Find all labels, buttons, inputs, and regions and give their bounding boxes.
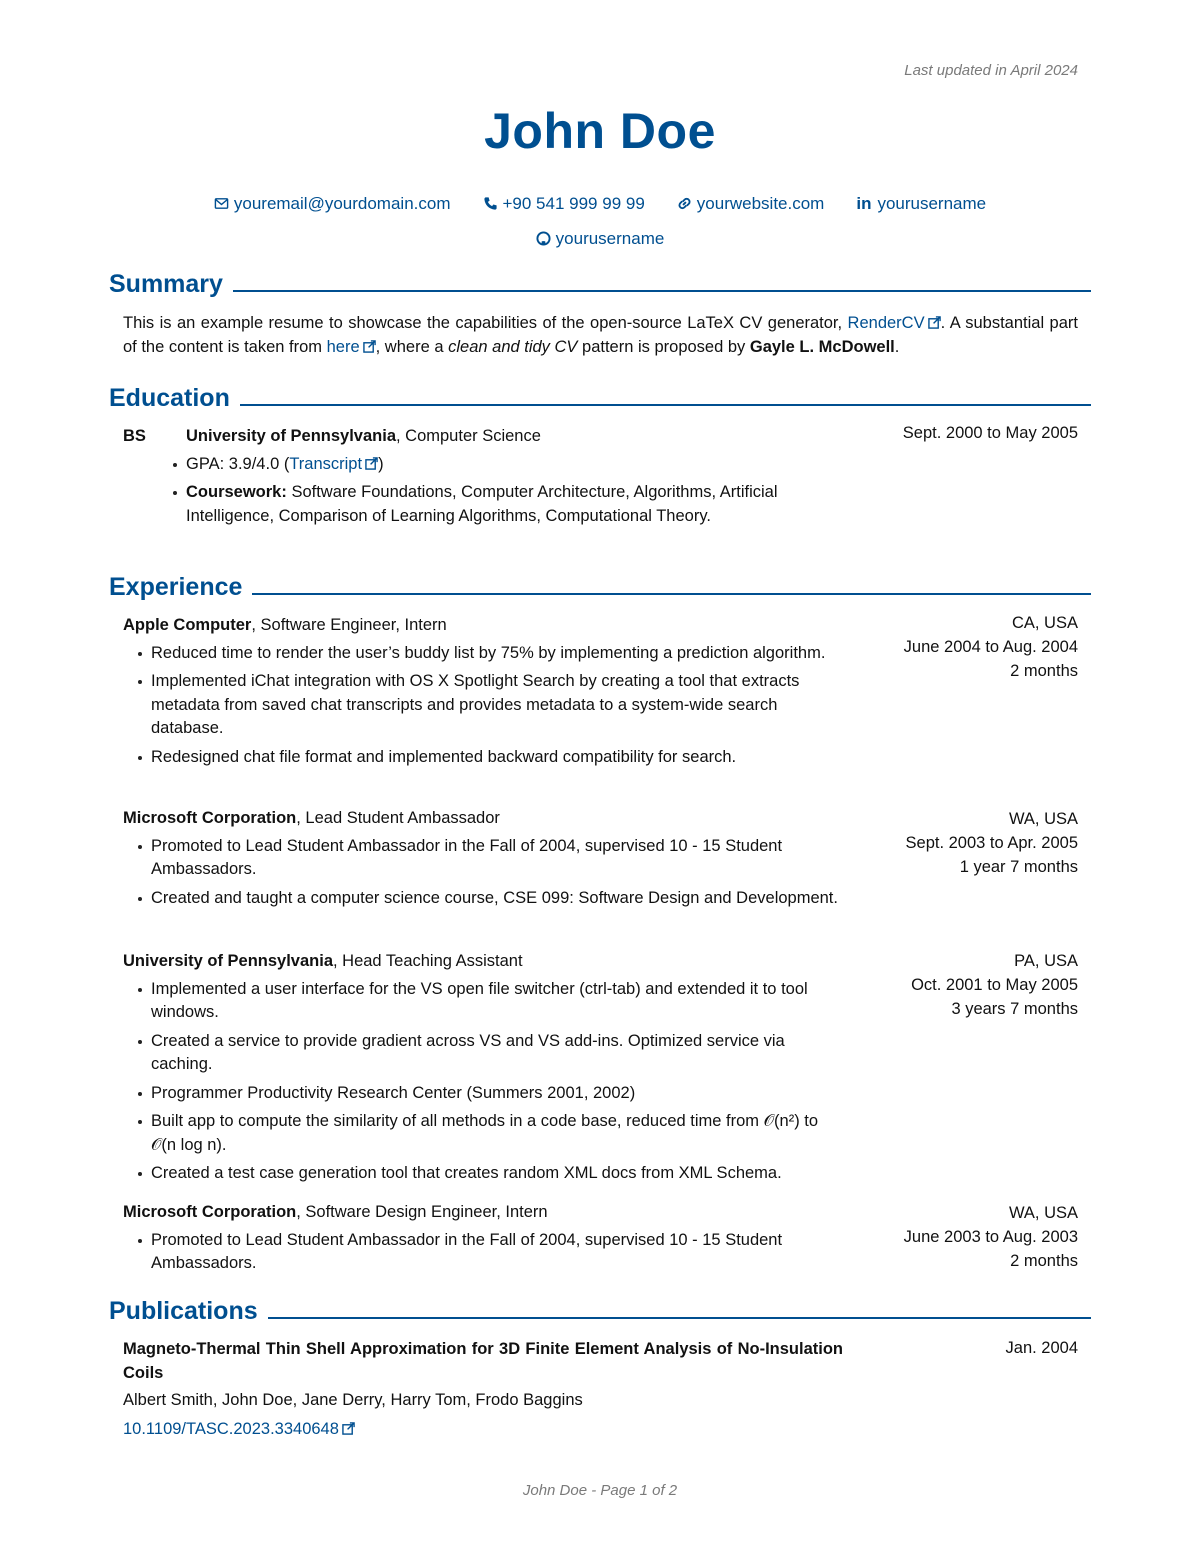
list-item: Created and taught a computer science course, CSE 099: Software Design and Development. — [110, 887, 843, 911]
section-title: Education — [109, 384, 230, 412]
duration: 2 months — [1010, 1252, 1078, 1270]
company: University of Pennsylvania — [123, 952, 333, 970]
phone-link[interactable]: +90 541 999 99 99 — [483, 186, 645, 221]
github-link[interactable]: yourusername — [536, 221, 665, 256]
education-date: Sept. 2000 to May 2005 — [902, 424, 1078, 442]
list-item: Created a service to provide gradient across VS and VS add-ins. Optimized service via caching. — [110, 1030, 843, 1077]
summary-text: This is an example resume to showcase the capabilities of the open-source LaTeX CV generator, RenderCV . A substantial part of the content is taken from here , where a clean and tidy CV pattern is proposed by Gayle L. McDowell. — [123, 314, 1078, 356]
linkedin-link[interactable]: in yourusername — [856, 194, 987, 213]
github-icon — [536, 231, 551, 246]
area: , Computer Science — [396, 427, 541, 445]
position: , Software Design Engineer, Intern — [296, 1203, 548, 1221]
date-range: June 2003 to Aug. 2003 — [903, 1228, 1078, 1246]
education-body — [186, 425, 836, 533]
position: , Head Teaching Assistant — [333, 952, 523, 970]
publication-title: Magneto-Thermal Thin Shell Approximation for 3D Finite Element Analysis of No-Insulation Coils — [123, 1340, 843, 1382]
experience-entry — [123, 807, 843, 915]
phone-icon — [483, 196, 498, 211]
experience-meta — [906, 807, 1078, 879]
duration: 3 years 7 months — [951, 1000, 1078, 1018]
link-icon — [677, 196, 692, 211]
position: , Software Engineer, Intern — [251, 616, 447, 634]
section-title: Publications — [109, 1297, 258, 1325]
person-name: John Doe — [484, 103, 716, 159]
list-item: GPA: 3.9/4.0 (Transcript ) — [145, 453, 836, 477]
envelope-icon — [214, 196, 229, 211]
external-link-icon — [363, 340, 376, 353]
publication-date: Jan. 2004 — [1005, 1339, 1078, 1357]
experience-meta — [904, 1201, 1078, 1273]
list-item: Promoted to Lead Student Ambassador in the Fall of 2004, supervised 10 - 15 Student Ambassadors. — [110, 1229, 843, 1276]
list-item: Redesigned chat file format and implemented backward compatibility for search. — [110, 746, 843, 770]
here-link[interactable]: here — [327, 338, 376, 356]
section-title: Experience — [109, 573, 243, 601]
publication-entry — [123, 1338, 843, 1441]
date-range: Oct. 2001 to May 2005 — [911, 976, 1078, 994]
date-range: Sept. 2003 to Apr. 2005 — [905, 834, 1078, 852]
date-range: June 2004 to Aug. 2004 — [903, 638, 1078, 656]
doi-link[interactable]: 10.1109/TASC.2023.3340648 — [123, 1420, 355, 1438]
section-rule — [252, 593, 1091, 595]
position: , Lead Student Ambassador — [296, 809, 500, 827]
section-rule — [233, 290, 1091, 292]
company: Microsoft Corporation — [123, 1203, 297, 1221]
list-item: Programmer Productivity Research Center (Summers 2001, 2002) — [110, 1082, 843, 1106]
list-item: Reduced time to render the user’s buddy list by 75% by implementing a prediction algorithm. — [110, 642, 843, 666]
location: CA, USA — [1011, 614, 1078, 632]
linkedin-icon: in — [856, 194, 872, 213]
list-item: Implemented a user interface for the VS open file switcher (ctrl-tab) and extended it to tool windows. — [110, 978, 843, 1025]
external-link-icon — [928, 316, 941, 329]
email-link[interactable]: youremail@yourdomain.com — [214, 186, 451, 221]
external-link-icon — [365, 457, 378, 470]
section-experience-header — [109, 569, 1091, 601]
section-rule — [240, 404, 1091, 406]
list-item: Coursework: Software Foundations, Computer Architecture, Algorithms, Artificial Intelligence, Comparison of Learning Algorithms, Computational Theory. — [145, 481, 836, 528]
publication-authors: Albert Smith, John Doe, Jane Derry, Harry Tom, Frodo Baggins — [123, 1391, 583, 1409]
list-item: Created a test case generation tool that creates random XML docs from XML Schema. — [110, 1162, 843, 1186]
external-link-icon — [342, 1422, 355, 1435]
contact-list — [150, 186, 1050, 256]
section-title: Summary — [109, 270, 223, 298]
location: PA, USA — [1014, 952, 1078, 970]
company: Microsoft Corporation — [123, 809, 297, 827]
experience-entry — [123, 1201, 843, 1281]
experience-entry — [123, 614, 843, 774]
duration: 2 months — [1010, 662, 1078, 680]
section-publications-header — [109, 1293, 1091, 1325]
section-education-header — [109, 380, 1091, 412]
last-updated: Last updated in April 2024 — [904, 62, 1078, 79]
section-rule — [268, 1317, 1091, 1319]
section-summary-header — [109, 266, 1091, 298]
company: Apple Computer — [123, 616, 252, 634]
experience-entry — [123, 950, 843, 1191]
transcript-link[interactable]: Transcript — [289, 455, 378, 473]
list-item: Implemented iChat integration with OS X Spotlight Search by creating a tool that extracts metadata from saved chat transcripts and provides metadata to a system-wide search database. — [110, 670, 843, 741]
degree: BS — [123, 427, 146, 445]
rendercv-link[interactable]: RenderCV — [848, 314, 941, 332]
location: WA, USA — [1008, 810, 1078, 828]
experience-meta — [904, 611, 1078, 683]
experience-meta — [911, 949, 1078, 1021]
location: WA, USA — [1008, 1204, 1078, 1222]
list-item: Built app to compute the similarity of all methods in a code base, reduced time from 𝒪(n²) to 𝒪(n log n). — [110, 1110, 843, 1157]
duration: 1 year 7 months — [959, 858, 1078, 876]
institution: University of Pennsylvania — [186, 427, 396, 445]
list-item: Promoted to Lead Student Ambassador in the Fall of 2004, supervised 10 - 15 Student Ambassadors. — [110, 835, 843, 882]
website-link[interactable]: yourwebsite.com — [677, 186, 825, 221]
page-footer: John Doe - Page 1 of 2 — [522, 1482, 678, 1499]
